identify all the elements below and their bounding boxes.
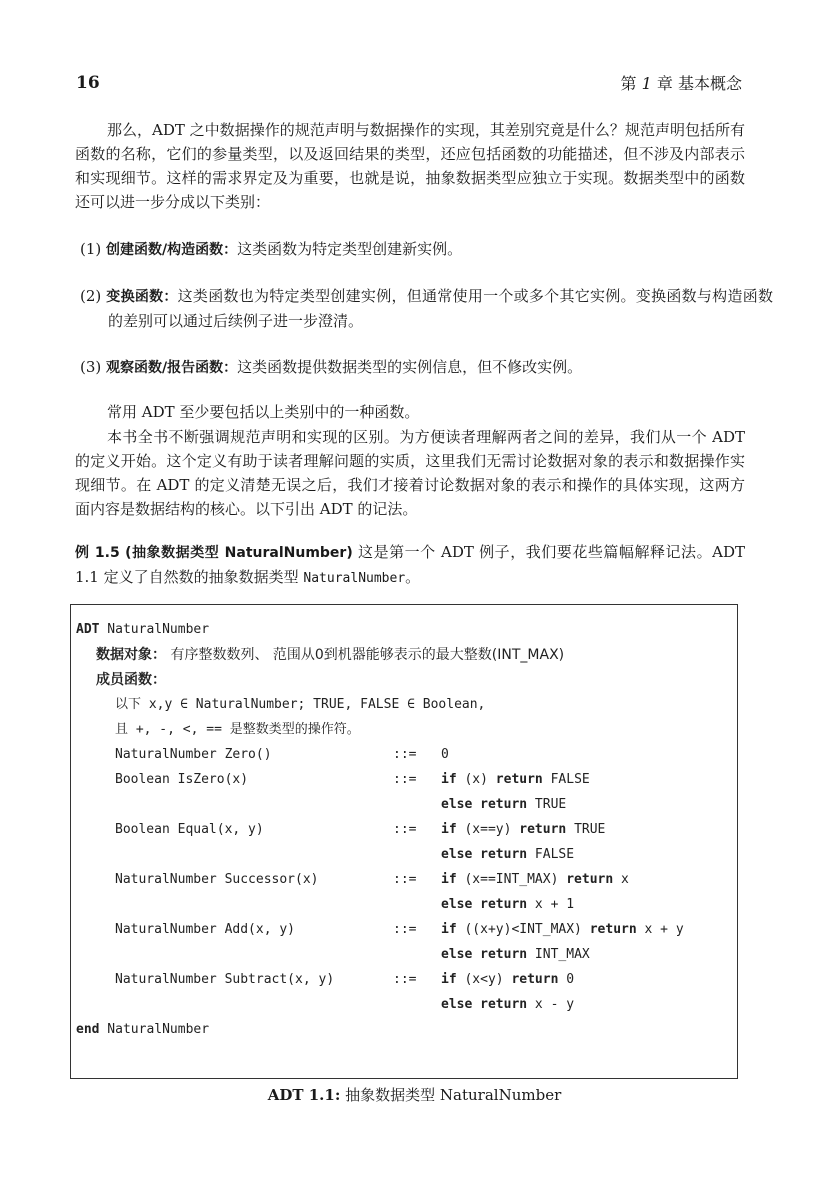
paragraph-spec-vs-impl: 本书全书不断强调规范声明和实现的区别。为方便读者理解两者之间的差异，我们从一个 ADT 的定义开始。这个定义有助于读者理解问题的实质，这里我们无需讨论数据对象的表示和数据操作实现细节。在 ADT 的定义清楚无误之后，我们才接着讨论数据对象的表示和操作的具体实现，这两方面内容是数据结构的核心。以下引出 ADT 的记法。 [75, 428, 745, 518]
func-equal-else [441, 846, 574, 864]
then-value: FALSE [542, 772, 590, 787]
end-keyword: end [76, 1022, 100, 1037]
list-item-observer [80, 355, 773, 380]
func-subtract-if [441, 971, 574, 989]
assign-operator: ::= [393, 747, 417, 762]
if-keyword: if [441, 772, 457, 787]
code-adt-header [76, 621, 209, 639]
else-keyword: else [441, 997, 473, 1012]
else-value: FALSE [527, 847, 575, 862]
then-value: x [613, 872, 629, 887]
then-value: 0 [558, 972, 575, 987]
caption-text: 抽象数据类型 NaturalNumber [340, 1086, 562, 1104]
paragraph-example [75, 540, 745, 591]
else-keyword: else [441, 847, 473, 862]
return-keyword: return [480, 847, 528, 862]
item-term: 观察函数/报告函数： [106, 360, 238, 376]
example-end: 。 [405, 568, 421, 586]
func-equal-signature: Boolean Equal(x, y) [115, 822, 264, 837]
assign-operator: ::= [393, 872, 417, 887]
func-zero-body: 0 [441, 747, 449, 762]
assign-operator: ::= [393, 922, 417, 937]
condition: (x==INT_MAX) [456, 872, 567, 887]
return-keyword: return [480, 997, 528, 1012]
list-item-constructor [80, 237, 773, 262]
if-keyword: if [441, 972, 457, 987]
return-keyword: return [480, 947, 528, 962]
func-add-signature: NaturalNumber Add(x, y) [115, 922, 296, 937]
else-value: x + 1 [527, 897, 575, 912]
if-keyword: if [441, 922, 457, 937]
func-subtract-signature: NaturalNumber Subtract(x, y) [115, 972, 335, 987]
else-keyword: else [441, 897, 473, 912]
chapter-number: 1 [641, 74, 652, 93]
func-successor-signature: NaturalNumber Successor(x) [115, 872, 319, 887]
example-type-name: NaturalNumber [303, 571, 406, 586]
assign-operator: ::= [393, 972, 417, 987]
func-zero-signature: NaturalNumber Zero() [115, 747, 272, 762]
else-value: TRUE [527, 797, 567, 812]
assign-operator: ::= [393, 772, 417, 787]
list-item-transformer [80, 284, 773, 333]
chapter-title: 章 基本概念 [656, 74, 742, 93]
code-note-1: 以下 x,y ∈ NaturalNumber; TRUE, FALSE ∈ Boolean, [115, 697, 486, 712]
adt-definition-box [70, 604, 738, 1079]
item-text: 这类函数为特定类型创建新实例。 [237, 240, 463, 258]
return-keyword: return [511, 972, 559, 987]
else-keyword: else [441, 797, 473, 812]
paragraph-common-adt: 常用 ADT 至少要包括以上类别中的一种函数。 [107, 403, 420, 421]
caption-label: ADT 1.1: [267, 1086, 341, 1104]
assign-operator: ::= [393, 822, 417, 837]
item-term: 变换函数： [106, 289, 178, 305]
code-note-2: 且 +, -, <, == 是整数类型的操作符。 [115, 722, 360, 737]
chapter-header [621, 71, 742, 94]
chapter-prefix: 第 [620, 74, 637, 93]
end-name: NaturalNumber [99, 1022, 210, 1037]
item-number: (2) [80, 287, 102, 305]
condition: (x) [456, 772, 496, 787]
adt-name: NaturalNumber [99, 622, 210, 637]
return-keyword: return [566, 872, 614, 887]
func-iszero-else [441, 796, 566, 814]
code-members [96, 671, 166, 690]
return-keyword: return [495, 772, 543, 787]
code-end [76, 1021, 209, 1039]
item-number: (3) [80, 358, 102, 376]
adt-keyword: ADT [76, 622, 100, 637]
func-iszero-signature: Boolean IsZero(x) [115, 772, 249, 787]
figure-caption [0, 1084, 829, 1105]
func-successor-else [441, 896, 574, 914]
objects-label: 数据对象： [96, 647, 166, 663]
func-iszero-if [441, 771, 590, 789]
func-equal-if [441, 821, 605, 839]
func-add-else [441, 946, 590, 964]
page-number: 16 [76, 73, 100, 93]
if-keyword: if [441, 822, 457, 837]
members-label: 成员函数： [96, 672, 166, 688]
example-label: 例 1.5 (抽象数据类型 NaturalNumber) [75, 545, 353, 561]
func-successor-if [441, 871, 629, 889]
condition: (x==y) [456, 822, 520, 837]
return-keyword: return [480, 897, 528, 912]
else-value: x - y [527, 997, 575, 1012]
return-keyword: return [519, 822, 567, 837]
objects-text: 有序整数数列、 范围从0到机器能够表示的最大整数(INT_MAX) [166, 647, 565, 663]
code-objects [96, 646, 564, 665]
func-add-if [441, 921, 684, 939]
then-value: TRUE [566, 822, 606, 837]
else-keyword: else [441, 947, 473, 962]
return-keyword: return [589, 922, 637, 937]
paragraph-intro: 那么，ADT 之中数据操作的规范声明与数据操作的实现，其差别究竟是什么？规范声明包括所有函数的名称，它们的参量类型，以及返回结果的类型，还应包括函数的功能描述，但不涉及内部表示和实现细节。这样的需求界定及为重要，也就是说，抽象数据类型应独立于实现。数据类型中的函数还可以进一步分成以下类别： [75, 121, 745, 211]
if-keyword: if [441, 872, 457, 887]
return-keyword: return [480, 797, 528, 812]
then-value: x + y [636, 922, 684, 937]
item-number: (1) [80, 240, 102, 258]
condition: (x<y) [456, 972, 512, 987]
item-term: 创建函数/构造函数： [106, 242, 238, 258]
example-text: 这是第一个 ADT 例子，我们要花些篇幅解释记法。ADT 1.1 定义了自然数的抽象数据类型 [75, 543, 745, 586]
condition: ((x+y)<INT_MAX) [456, 922, 590, 937]
item-text: 这类函数也为特定类型创建实例，但通常使用一个或多个其它实例。变换函数与构造函数的差别可以通过后续例子进一步澄清。 [108, 287, 773, 330]
func-subtract-else [441, 996, 574, 1014]
item-text: 这类函数提供数据类型的实例信息，但不修改实例。 [237, 358, 583, 376]
else-value: INT_MAX [527, 947, 590, 962]
